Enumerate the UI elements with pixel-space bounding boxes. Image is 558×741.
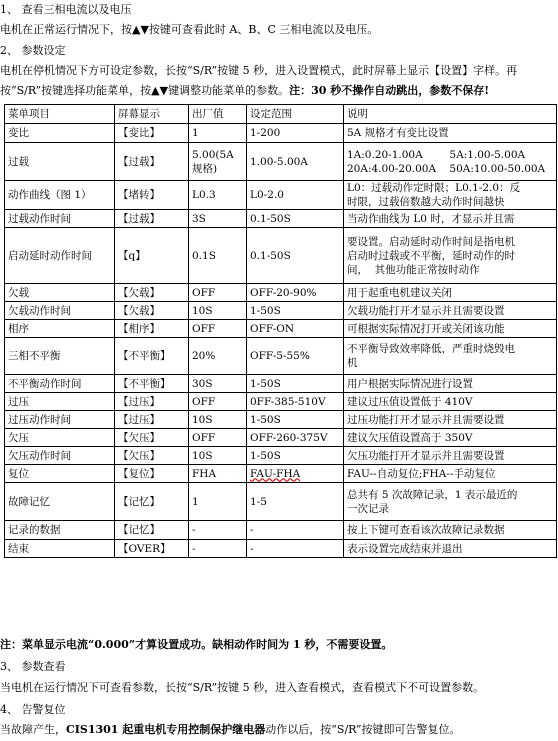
description-line: 20A:4.00-20.00A 50A:10.00-50.00A [347,162,546,175]
cell-item: 结束 [5,540,115,558]
cell-description [344,521,557,540]
table-body [5,124,557,558]
header-cell: 设定范围 [247,105,344,124]
section2-text-normal: 按“S/R”按键选择功能菜单，按▲▼键调整功能菜单的参数。 [0,84,290,97]
cell-range: OFF-20-90% [247,284,344,302]
cell-item: 过压 [5,393,115,411]
cell-description [344,228,557,284]
cell-range: 1-50S [247,302,344,320]
cell-display: 【记忆】 [115,483,189,521]
cell-display: 【过压】 [115,393,189,411]
cell-range: OFF-ON [247,320,344,338]
cell-display: 【过载】 [115,210,189,228]
cell-display: 【过载】 [115,143,189,181]
description-line: 机 [347,357,358,369]
cell-range: 1-50S [247,375,344,393]
cell-default: 3S [189,210,247,228]
cell-item: 三相不平衡 [5,338,115,375]
description-line: 按上下键可查看该次故障记录数据 [347,524,505,536]
table-row [5,465,557,483]
cell-item: 过压动作时间 [5,411,115,429]
cell-display: 【相序】 [115,320,189,338]
section1-text: 电机在正常运行情况下，按▲▼按键可查看此时 A、B、C 三相电流以及电压。 [0,23,379,36]
table-row [5,143,557,181]
cell-description [344,483,557,521]
table-header-row [5,105,557,124]
section4-product-name: CIS1301 起重电机专用控制保护继电器 [66,723,266,736]
cell-default: 20% [189,338,247,375]
section4-text-post: 动作以后，按“S/R”按键即可告警复位。 [265,723,461,736]
cell-display: 【记忆】 [115,521,189,540]
cell-item: 欠载动作时间 [5,302,115,320]
cell-description [344,465,557,483]
cell-description [344,429,557,447]
table-row [5,124,557,143]
description-line: 可根据实际情况打开或关闭该功能 [347,322,505,335]
description-line: 要设置。启动延时动作时间是指电机 [347,235,515,248]
cell-default: - [189,540,247,558]
cell-display: 【欠载】 [115,302,189,320]
header-cell: 出厂值 [189,105,247,124]
cell-range: OFF-5-55% [247,338,344,375]
cell-range: 1-5 [247,483,344,521]
table-row [5,375,557,393]
cell-default: 1 [189,124,247,143]
cell-default: OFF [189,320,247,338]
cell-item: 动作曲线（图 1） [5,181,115,210]
description-line: 一次记录 [347,502,389,515]
table-row [5,411,557,429]
table-row [5,521,557,540]
description-line: 过压功能打开才显示并且需要设置 [347,413,505,426]
cell-display: 【欠压】 [115,447,189,465]
cell-description [344,447,557,465]
cell-display: 【OVER】 [115,540,189,558]
cell-range: 1.00-5.00A [247,143,344,181]
cell-description [344,393,557,411]
table-row [5,338,557,375]
cell-item: 欠压动作时间 [5,447,115,465]
table-row [5,393,557,411]
cell-range: 1-200 [247,124,344,143]
description-line: 欠压功能打开才显示并且需要设置 [347,449,505,462]
cell-range: L0-2.0 [247,181,344,210]
cell-range: - [247,521,344,540]
cell-description [344,143,557,181]
cell-default: 5.00(5A规格) [189,143,247,181]
description-line: 用于起重电机建议关闭 [347,286,452,299]
cell-item: 过载动作时间 [5,210,115,228]
section4-heading: 4、 告警复位 [0,703,66,716]
cell-default: OFF [189,284,247,302]
cell-default: OFF [189,393,247,411]
description-line: L0：过载动作定时限；L0.1-2.0：反 [347,182,521,194]
cell-range: 0.1-50S [247,210,344,228]
cell-default: L0.3 [189,181,247,210]
cell-range: 0FF-385-510V [247,393,344,411]
cell-range: - [247,540,344,558]
cell-item: 相序 [5,320,115,338]
description-line: 时限，过载倍数越大动作时间越快 [347,196,505,208]
table-row [5,320,557,338]
cell-default: 10S [189,302,247,320]
cell-display: 【q】 [115,228,189,284]
parameter-table [4,104,557,558]
cell-default: 30S [189,375,247,393]
cell-description [344,210,557,228]
cell-description [344,181,557,210]
cell-description [344,302,557,320]
table-row [5,302,557,320]
cell-item: 记录的数据 [5,521,115,540]
description-line: 欠载功能打开才显示并且需要设置 [347,304,505,317]
table-row [5,483,557,521]
cell-default: OFF [189,429,247,447]
table-row [5,284,557,302]
table-note: 注：菜单显示电流“0.000”才算设置成功。缺相动作时间为 1 秒，不需要设置。 [0,638,393,651]
cell-display: 【欠载】 [115,284,189,302]
cell-display: 【复位】 [115,465,189,483]
cell-item: 启动延时动作时间 [5,228,115,284]
header-cell: 说明 [344,105,557,124]
cell-description [344,540,557,558]
cell-range: 1-50S [247,411,344,429]
cell-item: 欠载 [5,284,115,302]
cell-default: - [189,521,247,540]
cell-display: 【变比】 [115,124,189,143]
section2-heading: 2、 参数设定 [0,44,66,57]
description-line: 当动作曲线为 L0 时，才显示并且需 [347,212,515,225]
table-row [5,210,557,228]
cell-item: 欠压 [5,429,115,447]
description-line: 建议过压值设置低于 410V [347,395,473,408]
cell-description [344,411,557,429]
description-line: 表示设置完成结束并退出 [347,542,463,555]
table-row [5,181,557,210]
cell-range: 1-50S [247,447,344,465]
description-line: 1A:0.20-1.00A 5A:1.00-5.00A [347,148,526,161]
table-row [5,429,557,447]
cell-description [344,338,557,375]
section2-text-line1: 电机在停机情况下方可设定参数，长按“S/R”按键 5 秒，进入设置模式，此时屏幕上显示【设置】字样。再 [0,64,518,77]
description-line: 5A 规格才有变比设置 [347,127,449,139]
cell-display: 【不平衡】 [115,375,189,393]
section4-text-pre: 当故障产生， [0,723,66,736]
cell-description [344,320,557,338]
cell-description [344,124,557,143]
table-row [5,540,557,558]
cell-default: 1 [189,483,247,521]
cell-display: 【不平衡】 [115,338,189,375]
cell-range: FAU-FHA [247,465,344,483]
table-row [5,228,557,284]
description-line: 启动时过载或不平衡，延时动作的时 [347,249,515,262]
cell-display: 【堵转】 [115,181,189,210]
table-row [5,447,557,465]
section1-heading: 1、 查看三相电流以及电压 [0,3,132,16]
description-line: 总共有 5 次故障记录，1 表示最近的 [347,488,518,501]
description-line: 不平衡导致效率降低，严重时烧毁电 [347,343,515,355]
cell-default: FHA [189,465,247,483]
cell-item: 变比 [5,124,115,143]
cell-range: 0.1-50S [247,228,344,284]
cell-default: 0.1S [189,228,247,284]
description-line: FAU--自动复位;FHA--手动复位 [347,467,496,480]
cell-item: 不平衡动作时间 [5,375,115,393]
section4-text [0,722,460,737]
section2-text-bold-note: 注：30 秒不操作自动跳出，参数不保存! [289,84,490,97]
cell-item: 故障记忆 [5,483,115,521]
cell-item: 复位 [5,465,115,483]
cell-display: 【过压】 [115,411,189,429]
cell-item: 过载 [5,143,115,181]
section3-heading: 3、 参数查看 [0,660,66,673]
header-cell: 屏幕显示 [115,105,189,124]
description-line: 建议欠压值设置高于 350V [347,431,473,444]
section3-text: 当电机在运行情况下可查看参数，长按“S/R”按键 5 秒，进入查看模式，查看模式下不可设置参数。 [0,681,485,694]
header-cell: 菜单项目 [5,105,115,124]
section2-text-line2 [0,83,489,98]
cell-default: 10S [189,411,247,429]
description-line: 间， 其他功能正常按时动作 [347,263,480,276]
cell-default: 10S [189,447,247,465]
cell-description [344,375,557,393]
cell-description [344,284,557,302]
cell-range: OFF-260-375V [247,429,344,447]
cell-display: 【欠压】 [115,429,189,447]
description-line: 用户根据实际情况进行设置 [347,377,473,390]
